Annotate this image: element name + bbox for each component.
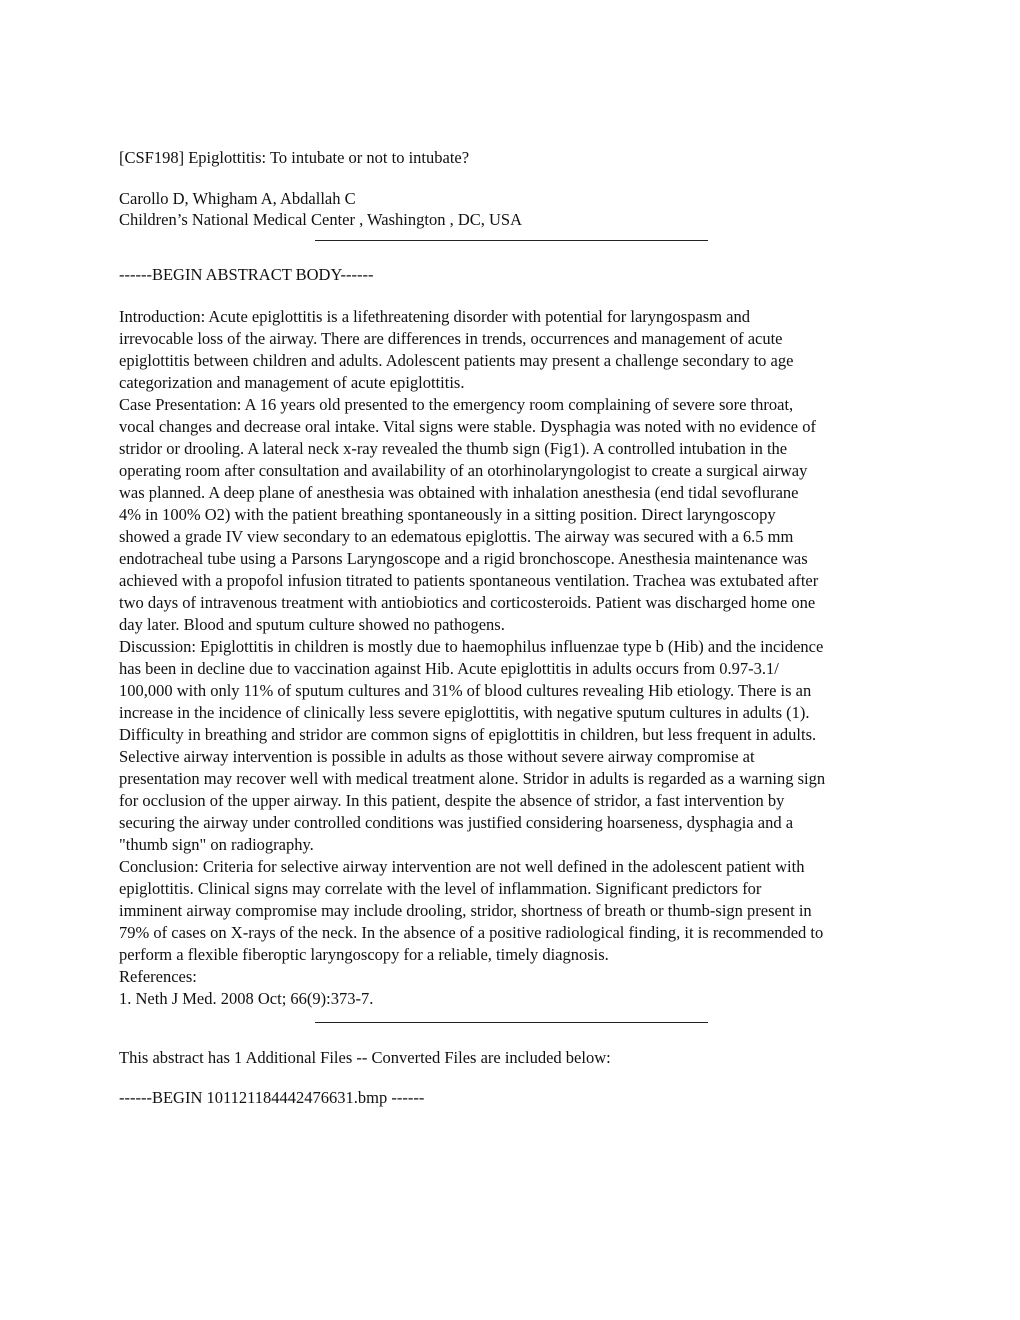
divider (315, 1022, 708, 1023)
body-line: for occlusion of the upper airway. In this patient, despite the absence of stridor, a fast intervention by (119, 791, 785, 810)
body-line: securing the airway under controlled conditions was justified considering hoarseness, dysphagia and a (119, 813, 794, 832)
references-heading: References: (119, 967, 197, 986)
body-line: Selective airway intervention is possible in adults as those without severe airway compromise at (119, 747, 755, 766)
body-line: imminent airway compromise may include drooling, stridor, shortness of breath or thumb-sign present in (119, 901, 812, 920)
abstract-body (119, 306, 909, 1010)
body-line: Difficulty in breathing and stridor are common signs of epiglottitis in children, but less frequent in adults. (119, 725, 817, 744)
body-line: epiglottitis. Clinical signs may correlate with the level of inflammation. Significant predictors for (119, 879, 762, 898)
body-line: Discussion: Epiglottitis in children is mostly due to haemophilus influenzae type b (Hib) and the incidence (119, 637, 824, 656)
body-line: endotracheal tube using a Parsons Laryngoscope and a rigid bronchoscope. Anesthesia maintenance was (119, 549, 808, 568)
body-line: two days of intravenous treatment with antiobiotics and corticosteroids. Patient was discharged home one (119, 593, 816, 612)
body-line: epiglottitis between children and adults. Adolescent patients may present a challenge secondary to age (119, 351, 794, 370)
body-line: showed a grade IV view secondary to an edematous epiglottis. The airway was secured with a 6.5 mm (119, 527, 794, 546)
authors: Carollo D, Whigham A, Abdallah C (119, 189, 356, 208)
body-line: Conclusion: Criteria for selective airway intervention are not well defined in the adolescent patient with (119, 857, 805, 876)
begin-file-marker: ------BEGIN 101121184442476631.bmp ------ (119, 1088, 425, 1107)
additional-files-note: This abstract has 1 Additional Files -- Converted Files are included below: (119, 1048, 611, 1067)
body-line: day later. Blood and sputum culture showed no pathogens. (119, 615, 505, 634)
body-line: has been in decline due to vaccination against Hib. Acute epiglottitis in adults occurs from 0.97-3.1/ (119, 659, 779, 678)
body-line: perform a flexible fiberoptic laryngoscopy for a reliable, timely diagnosis. (119, 945, 609, 964)
body-line: "thumb sign" on radiography. (119, 835, 314, 854)
body-line: 4% in 100% O2) with the patient breathing spontaneously in a sitting position. Direct laryngoscopy (119, 505, 776, 524)
body-line: vocal changes and decrease oral intake. Vital signs were stable. Dysphagia was noted with no evidence of (119, 417, 816, 436)
body-line: increase in the incidence of clinically less severe epiglottitis, with negative sputum cultures in adults (1). (119, 703, 810, 722)
body-line: 79% of cases on X-rays of the neck. In the absence of a positive radiological finding, it is recommended to (119, 923, 824, 942)
body-line: irrevocable loss of the airway. There are differences in trends, occurrences and management of acute (119, 329, 783, 348)
divider (315, 240, 708, 241)
body-line: stridor or drooling. A lateral neck x-ray revealed the thumb sign (Fig1). A controlled intubation in the (119, 439, 788, 458)
body-line: Case Presentation: A 16 years old presented to the emergency room complaining of severe sore throat, (119, 395, 794, 414)
body-line: achieved with a propofol infusion titrated to patients spontaneous ventilation. Trachea was extubated after (119, 571, 819, 590)
begin-abstract-marker: ------BEGIN ABSTRACT BODY------ (119, 265, 374, 284)
affiliation: Children’s National Medical Center , Washington , DC, USA (119, 210, 523, 229)
abstract-title: [CSF198] Epiglottitis: To intubate or not to intubate? (119, 148, 470, 167)
body-line: 100,000 with only 11% of sputum cultures and 31% of blood cultures revealing Hib etiology. There is an (119, 681, 812, 700)
body-line: Introduction: Acute epiglottitis is a lifethreatening disorder with potential for laryngospasm and (119, 307, 750, 326)
body-line: operating room after consultation and availability of an otorhinolaryngologist to create a surgical airway (119, 461, 808, 480)
body-line: presentation may recover well with medical treatment alone. Stridor in adults is regarded as a warning sign (119, 769, 826, 788)
body-line: was planned. A deep plane of anesthesia was obtained with inhalation anesthesia (end tidal sevoflurane (119, 483, 799, 502)
reference-item: 1. Neth J Med. 2008 Oct; 66(9):373-7. (119, 989, 374, 1008)
body-line: categorization and management of acute epiglottitis. (119, 373, 465, 392)
